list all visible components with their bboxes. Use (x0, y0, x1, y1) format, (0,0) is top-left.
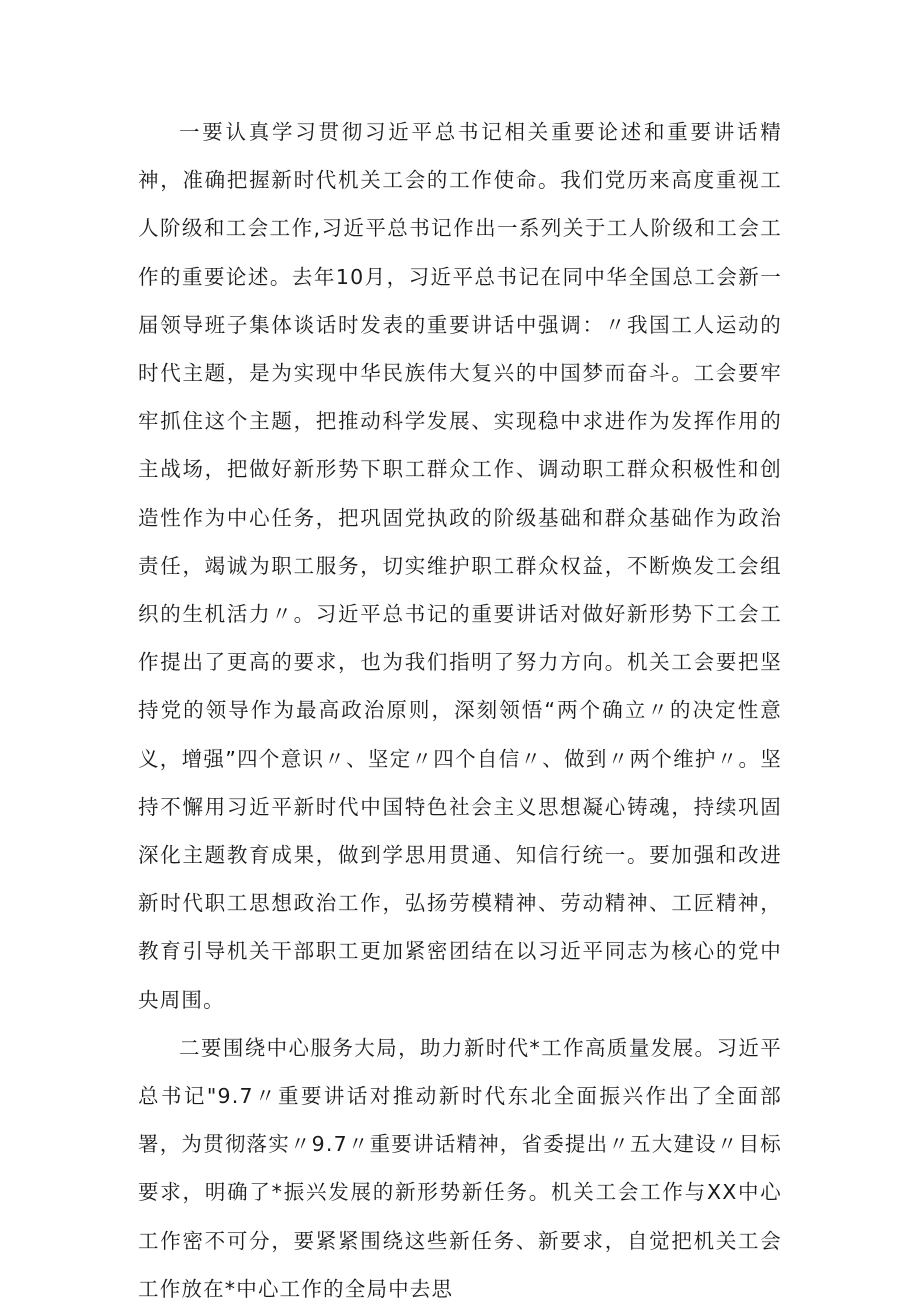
document-body (138, 108, 782, 1313)
paragraph-2: 二要围绕中心服务大局，助力新时代*工作高质量发展。习近平总书记"9.7〃重要讲话对推动新时代东北全面振兴作出了全面部署，为贯彻落实〃9.7〃重要讲话精神，省委提出〃五大建设〃目标要求，明确了*振兴发展的新形势新任务。机关工会工作与XX中心工作密不可分，要紧紧围绕这些新任务、新要求，自觉把机关工会工作放在*中心工作的全局中去思 (138, 1035, 782, 1301)
paragraph-1: 一要认真学习贯彻习近平总书记相关重要论述和重要讲话精神，准确把握新时代机关工会的工作使命。我们党历来高度重视工人阶级和工会工作,习近平总书记作出一系列关于工人阶级和工会工作的重要论述。去年10月，习近平总书记在同中华全国总工会新一届领导班子集体谈话时发表的重要讲话中强调：〃我国工人运动的时代主题，是为实现中华民族伟大复兴的中国梦而奋斗。工会要牢牢抓住这个主题，把推动科学发展、实现稳中求进作为发挥作用的主战场，把做好新形势下职工群众工作、调动职工群众积极性和创造性作为中心任务，把巩固党执政的阶级基础和群众基础作为政治责任，竭诚为职工服务，切实维护职工群众权益，不断焕发工会组织的生机活力〃。习近平总书记的重要讲话对做好新形势下工会工作提出了更高的要求，也为我们指明了努力方向。机关工会要把坚持党的领导作为最高政治原则，深刻领悟“两个确立〃的决定性意义，增强”四个意识〃、坚定〃四个自信〃、做到〃两个维护〃。坚持不懈用习近平新时代中国特色社会主义思想凝心铸魂，持续巩固深化主题教育成果，做到学思用贯通、知信行统一。要加强和改进新时代职工思想政治工作，弘扬劳模精神、劳动精神、工匠精神，教育引导机关干部职工更加紧密团结在以习近平同志为核心的党中央周围。 (138, 120, 782, 1012)
